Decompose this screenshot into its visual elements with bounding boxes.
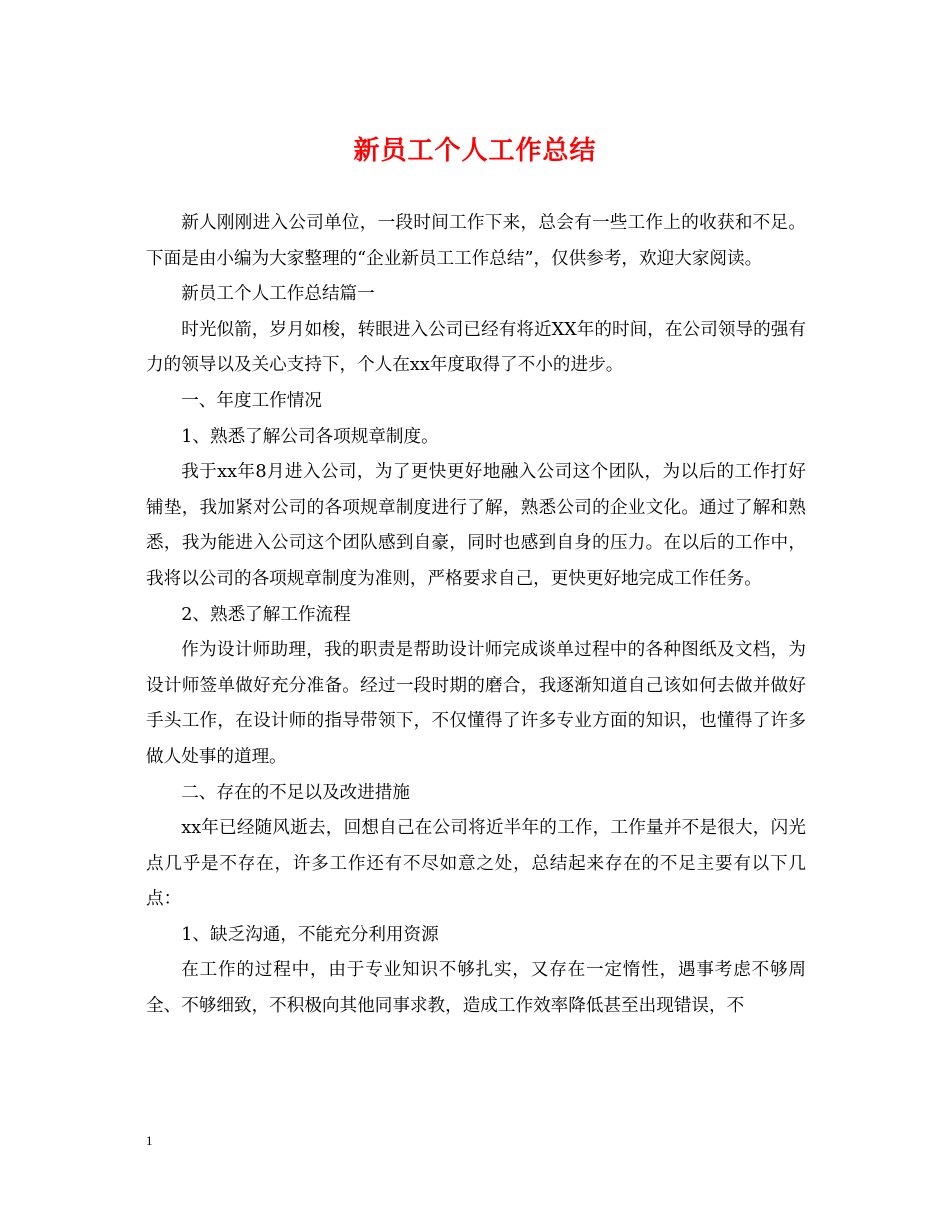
paragraph-rules: 我于xx年8月进入公司，为了更快更好地融入公司这个团队，为以后的工作打好铺垫，我加紧对公司的各项规章制度进行了解，熟悉公司的企业文化。通过了解和熟悉，我为能进入公司这个团队感到自豪，同时也感到自身的压力。在以后的工作中，我将以公司的各项规章制度为准则，严格要求自己，更快更好地完成工作任务。 — [146, 462, 806, 589]
subheading-rules: 1、熟悉了解公司各项规章制度。 — [181, 426, 439, 447]
paragraph-intro: 新人刚刚进入公司单位，一段时间工作下来，总会有一些工作上的收获和不足。下面是由小编为大家整理的“企业新员工工作总结”，仅供参考，欢迎大家阅读。 — [146, 213, 806, 269]
subheading-communication: 1、缺乏沟通，不能充分利用资源 — [181, 924, 439, 945]
section-heading-part-one: 新员工个人工作总结篇一 — [181, 284, 375, 305]
paragraph-shortcomings: xx年已经随风逝去，回想自己在公司将近半年的工作，工作量并不是很大，闪光点几乎是不存在，许多工作还有不尽如意之处，总结起来存在的不足主要有以下几点： — [146, 818, 806, 910]
heading-shortcomings: 二、存在的不足以及改进措施 — [181, 782, 410, 803]
document-title: 新员工个人工作总结 — [353, 136, 597, 166]
subheading-workflow: 2、熟悉了解工作流程 — [181, 604, 351, 625]
page-number: 1 — [146, 1133, 153, 1148]
paragraph-opening: 时光似箭，岁月如梭，转眼进入公司已经有将近XX年的时间，在公司领导的强有力的领导以及关心支持下，个人在xx年度取得了不小的进步。 — [146, 319, 806, 376]
paragraph-communication: 在工作的过程中，由于专业知识不够扎实，又存在一定惰性，遇事考虑不够周全、不够细致，不积极向其他同事求教，造成工作效率降低甚至出现错误，不 — [146, 960, 806, 1017]
paragraph-workflow: 作为设计师助理，我的职责是帮助设计师完成谈单过程中的各种图纸及文档，为设计师签单做好充分准备。经过一段时期的磨合，我逐渐知道自己该如何去做并做好手头工作，在设计师的指导带领下，不仅懂得了许多专业方面的知识，也懂得了许多做人处事的道理。 — [146, 640, 806, 767]
heading-annual-work: 一、年度工作情况 — [181, 390, 322, 411]
document-body — [146, 206, 806, 1025]
